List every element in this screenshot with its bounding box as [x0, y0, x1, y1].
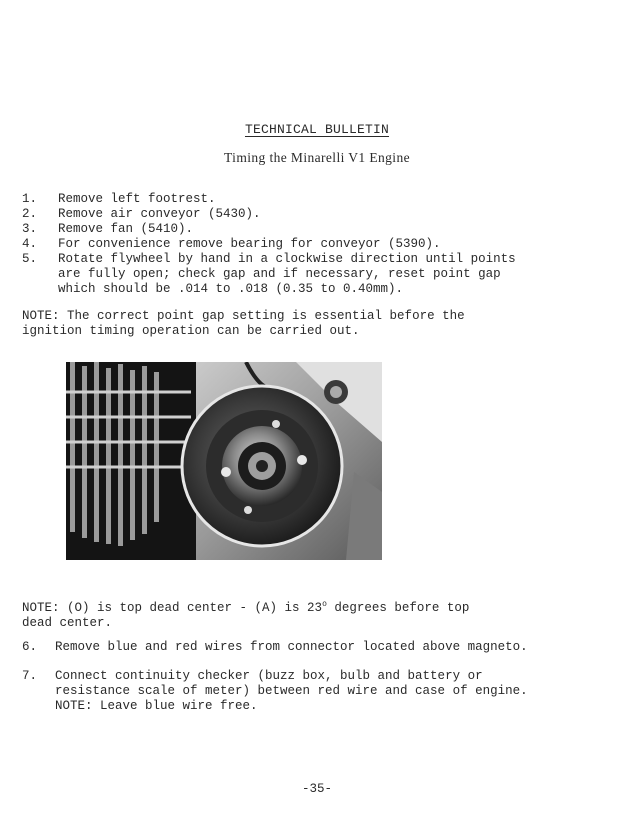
step-text: Remove blue and red wires from connector located above magneto.: [55, 640, 528, 654]
note-text-part2: degrees before top dead center.: [22, 601, 470, 631]
timing-marks-note: [22, 597, 612, 631]
step-number: 1.: [22, 192, 38, 206]
list-item: [22, 192, 612, 207]
list-item: [22, 207, 612, 222]
steps-list: [22, 192, 612, 297]
step-text: Connect continuity checker (buzz box, bulb and battery or resistance scale of meter) between red wire and case of engine. NOTE: Leave blue wire free.: [55, 669, 528, 713]
step-number: 4.: [22, 237, 38, 251]
list-item: [22, 252, 612, 297]
list-item: [22, 640, 612, 655]
engine-magneto-photo: [66, 362, 382, 560]
list-item: [22, 222, 612, 237]
page-number: -35-: [301, 782, 332, 796]
point-gap-note: NOTE: The correct point gap setting is essential before the ignition timing operation can be carried out.: [22, 309, 465, 338]
list-item: [22, 669, 612, 714]
bulletin-title: TECHNICAL BULLETIN: [244, 122, 390, 137]
list-item: [22, 237, 612, 252]
step-number: 2.: [22, 207, 38, 221]
step-text: Rotate flywheel by hand in a clockwise direction until points are fully open; check gap and if necessary, reset point gap which should be .014 to .018 (0.35 to 0.40mm).: [58, 252, 516, 296]
bulletin-subtitle: Timing the Minarelli V1 Engine: [224, 150, 410, 165]
step-number: 5.: [22, 252, 38, 266]
step-number: 7.: [22, 669, 38, 683]
step-number: 6.: [22, 640, 38, 654]
step-number: 3.: [22, 222, 38, 236]
step-text: Remove air conveyor (5430).: [58, 207, 261, 221]
degree-superscript: o: [322, 600, 327, 609]
note-text-part1: NOTE: (O) is top dead center - (A) is 23: [22, 601, 323, 616]
step-text: Remove left footrest.: [58, 192, 216, 206]
step-text: Remove fan (5410).: [58, 222, 194, 236]
step-text: For convenience remove bearing for conveyor (5390).: [58, 237, 441, 251]
